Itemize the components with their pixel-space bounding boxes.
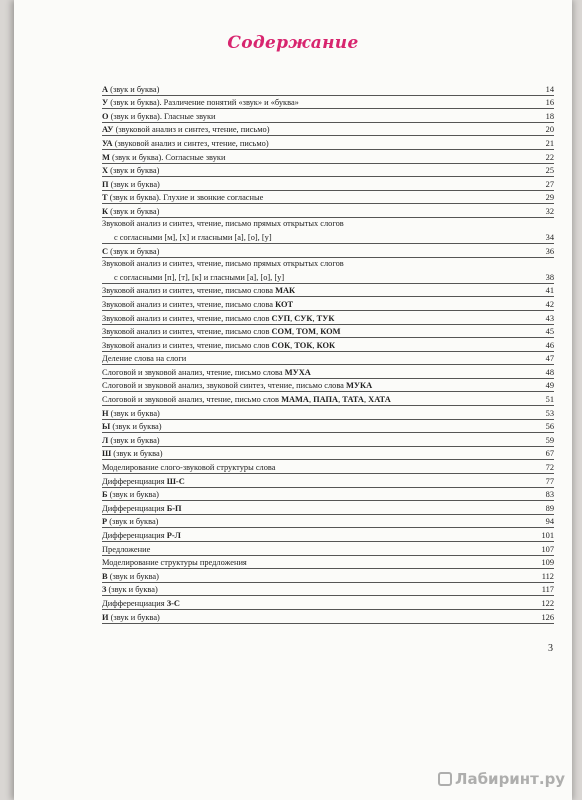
toc-entry-title [102,477,540,486]
toc-entry [102,420,554,434]
toc-page-number: 122 [541,598,554,608]
toc-entry-title [102,327,540,336]
toc-text: (звук и буква). Согласные звуки [109,152,226,162]
toc-entry-title [102,341,540,350]
toc-entry [102,474,554,488]
toc-text: (звуковой анализ и синтез, чтение, письмо) [112,138,269,148]
toc-text: (звук и буква) [108,408,160,418]
toc-letters: МАМА [281,395,309,405]
toc-text: (звук и буква) [108,206,160,216]
toc-entry-title [102,490,540,499]
toc-entry-title [102,207,540,216]
toc-entry-title [102,463,540,472]
toc-page-number: 56 [545,422,554,432]
toc-letters: Х [102,166,109,176]
toc-text: (звук и буква) [108,179,160,189]
toc-letters: Р-Л [166,531,181,540]
toc-entry [102,311,554,325]
toc-text: , [363,395,369,405]
toc-page-number: 77 [545,476,554,486]
toc-page-number: 51 [545,395,554,405]
watermark-text: Лабиринт.ру [455,770,566,788]
toc-entry [102,123,554,137]
toc-text: Звуковой анализ и синтез, чтение, письмо слова [102,286,276,296]
toc-text: (звук и буква) [110,422,162,432]
toc-entry-title [102,112,540,121]
toc-entry-title [102,139,540,148]
toc-entry [102,164,554,178]
toc-letters: ТАТА [342,395,364,405]
book-page [14,0,572,800]
table-of-contents [102,82,554,624]
toc-text: (звук и буква) [108,84,160,94]
toc-page-number: 36 [545,246,554,256]
toc-entry-title [102,409,540,418]
toc-entry [102,96,554,110]
toc-text: (звук и буква). Глухие и звонкие согласные [107,193,264,203]
toc-entry-title [102,180,540,189]
toc-page-number: 107 [541,544,554,554]
toc-text: (звук и буква) [107,490,159,500]
toc-entry-title [102,504,540,513]
toc-page-number: 109 [541,558,554,568]
toc-page-number: 25 [545,166,554,176]
toc-text: Звуковой анализ и синтез, чтение, письмо слов [102,313,272,323]
toc-entry [102,204,554,218]
toc-text: Дифференциация [102,476,167,486]
toc-page-number: 67 [545,449,554,459]
toc-text: (звук и буква) [107,517,159,527]
toc-page-number: 45 [545,327,554,337]
toc-letters: Ш [102,449,112,459]
toc-entry [102,447,554,461]
toc-entry-title [102,545,540,554]
toc-text: (звук и буква) [111,449,163,459]
toc-entry-title [102,166,540,175]
toc-entry-title [102,558,540,567]
toc-page-number: 41 [545,286,554,296]
toc-letters: СОМ [271,327,292,337]
toc-text: , [290,313,295,323]
toc-page-number: 49 [545,381,554,391]
toc-letters: СУП [271,313,291,323]
watermark [438,770,565,788]
toc-text: Дифференциация [102,531,167,540]
toc-entry-title-line: Звуковой анализ и синтез, чтение, письмо прямых открытых слогов [102,258,344,268]
toc-page-number: 48 [545,367,554,377]
toc-letters: К [102,206,109,216]
toc-entry [102,501,554,515]
toc-letters: Н [102,408,109,418]
toc-page-number: 21 [545,138,554,148]
toc-page-number: 14 [545,84,554,94]
toc-text: , [312,340,317,350]
toc-text: Моделирование слого-звуковой структуры слова [102,463,276,473]
toc-letters: Б [102,490,108,500]
toc-entry [102,109,554,123]
toc-letters: МУХА [284,367,311,377]
toc-entry-title [102,98,540,107]
toc-entry-title [102,153,540,162]
toc-entry [102,379,554,393]
toc-page-number: 43 [545,313,554,323]
toc-text: (звук и буква). Гласные звуки [108,111,216,121]
toc-letters: П [102,179,109,189]
toc-entry [102,583,554,597]
toc-text: (звук и буква) [106,585,158,595]
toc-letters: КОТ [275,299,294,309]
toc-letters: Т [102,193,108,203]
toc-letters: ПАПА [313,395,339,405]
toc-text: (звук и буква). Различение понятий «звук» и «буква» [108,98,299,108]
toc-page-number: 101 [541,531,554,540]
toc-entry [102,136,554,150]
toc-page-number: 53 [545,408,554,418]
toc-page-number: 47 [545,354,554,364]
toc-page-number: 94 [545,517,554,527]
toc-entry-title [102,531,540,540]
toc-page-number: 32 [545,206,554,216]
toc-letters: СОК [271,340,291,350]
toc-text: Дифференциация [102,598,167,608]
toc-entry [102,488,554,502]
toc-letters: СУК [294,313,313,323]
toc-entry [102,460,554,474]
toc-entry-title [102,599,540,608]
toc-page-number: 112 [541,571,554,581]
toc-text: Слоговой и звуковой анализ, чтение, письмо слов [102,395,282,405]
toc-entry [102,338,554,352]
toc-entry-title [102,300,540,309]
toc-text: с согласными [м], [х] и гласными [а], [о], [у] [114,233,272,243]
toc-page-number: 29 [545,193,554,203]
toc-page-number: 126 [541,612,554,622]
toc-letters: З-С [166,598,180,608]
toc-entry [102,150,554,164]
toc-entry [102,556,554,570]
toc-text: (звук и буква) [107,571,159,581]
toc-entry-title [102,286,540,295]
toc-letters: ТОМ [296,327,317,337]
toc-entry-title [102,368,540,377]
toc-text: Предложение [102,544,151,554]
toc-letters: ТОК [294,340,313,350]
toc-entry [102,297,554,311]
toc-entry-title [102,395,540,404]
toc-entry-title [102,193,540,202]
toc-letters: МАК [275,286,296,296]
toc-letters: Ш-С [166,476,185,486]
toc-entry [102,352,554,366]
toc-text: Звуковой анализ и синтез, чтение, письмо слов [102,327,272,337]
toc-entry [102,392,554,406]
toc-text: Дифференциация [102,503,167,513]
toc-text: Деление слова на слоги [102,354,187,364]
toc-entry [102,610,554,624]
toc-entry [102,325,554,339]
toc-letters: КОМ [320,327,341,337]
toc-entry-title [102,422,540,431]
toc-text: (звук и буква) [108,612,160,622]
toc-letters: В [102,571,108,581]
toc-page-number: 20 [545,125,554,135]
toc-text: , [290,340,295,350]
toc-letters: О [102,111,109,121]
toc-text: (звук и буква) [108,166,160,176]
labirint-logo-icon [438,772,452,786]
toc-text: Моделирование структуры предложения [102,558,247,568]
toc-entry [102,569,554,583]
toc-entry [102,433,554,447]
toc-letters: У [102,98,109,108]
toc-entry-title [102,381,540,390]
toc-entry-title-line: Звуковой анализ и синтез, чтение, письмо прямых открытых слогов [102,218,344,228]
toc-entry [102,406,554,420]
toc-entry-title [102,517,540,526]
toc-text: Слоговой и звуковой анализ, звуковой синтез, чтение, письмо слова [102,381,346,391]
toc-text: с согласными [п], [т], [к] и гласными [а], [о], [у] [114,272,285,282]
toc-text: Слоговой и звуковой анализ, чтение, письмо слова [102,367,285,377]
toc-letters: ХАТА [368,395,391,405]
toc-entry-title [102,613,540,622]
toc-entry [102,596,554,610]
toc-text: Звуковой анализ и синтез, чтение, письмо слова [102,299,276,309]
toc-entry-title [102,449,540,458]
toc-page-number: 34 [545,233,554,243]
toc-page-number: 46 [545,340,554,350]
toc-text: (звук и буква) [108,435,160,445]
toc-entry-title [102,436,540,445]
toc-letters: Л [102,435,109,445]
toc-page-number: 18 [545,111,554,121]
toc-entry [102,258,554,284]
toc-text: , [312,313,317,323]
toc-letters: С [102,246,109,256]
toc-entry [102,82,554,96]
toc-page-number: 27 [545,179,554,189]
toc-page-number: 42 [545,299,554,309]
toc-entry-title [102,354,540,363]
toc-entry-title [102,85,540,94]
toc-entry [102,515,554,529]
toc-page-number: 38 [545,272,554,282]
toc-entry-title [102,572,540,581]
toc-page-number: 72 [545,463,554,473]
toc-text: , [316,327,321,337]
toc-letters: ТУК [316,313,335,323]
toc-letters: КОК [316,340,336,350]
toc-page-number: 22 [545,152,554,162]
toc-entry-title [102,273,540,282]
toc-entry-title [102,233,540,242]
toc-entry [102,365,554,379]
toc-letters: З [102,585,107,595]
page-title: Содержание [227,33,359,53]
toc-entry-title [102,125,540,134]
toc-text: Звуковой анализ и синтез, чтение, письмо слов [102,340,272,350]
toc-entry [102,191,554,205]
toc-entry [102,528,554,542]
toc-page-number: 89 [545,503,554,513]
toc-letters: АУ [102,125,114,135]
toc-entry [102,284,554,298]
toc-entry [102,177,554,191]
toc-entry [102,218,554,244]
toc-letters: Р [102,517,108,527]
toc-entry-title [102,314,540,323]
toc-text: , [291,327,297,337]
toc-letters: Ы [102,422,111,432]
toc-page-number: 83 [545,490,554,500]
toc-letters: Б-П [166,503,182,513]
toc-text: (звук и буква) [108,246,160,256]
toc-entry [102,244,554,258]
toc-entry-title [102,585,540,594]
toc-page-number: 16 [545,98,554,108]
toc-entry [102,542,554,556]
page-number: 3 [548,643,553,654]
toc-letters: М [102,152,110,162]
toc-letters: А [102,84,109,94]
toc-entry-title [102,247,540,256]
toc-text: , [338,395,343,405]
toc-text: (звуковой анализ и синтез, чтение, письмо) [113,125,270,135]
toc-page-number: 59 [545,435,554,445]
toc-text: , [308,395,314,405]
toc-letters: МУКА [346,381,373,391]
toc-letters: И [102,612,109,622]
toc-letters: УА [102,138,113,148]
toc-page-number: 117 [541,585,554,595]
